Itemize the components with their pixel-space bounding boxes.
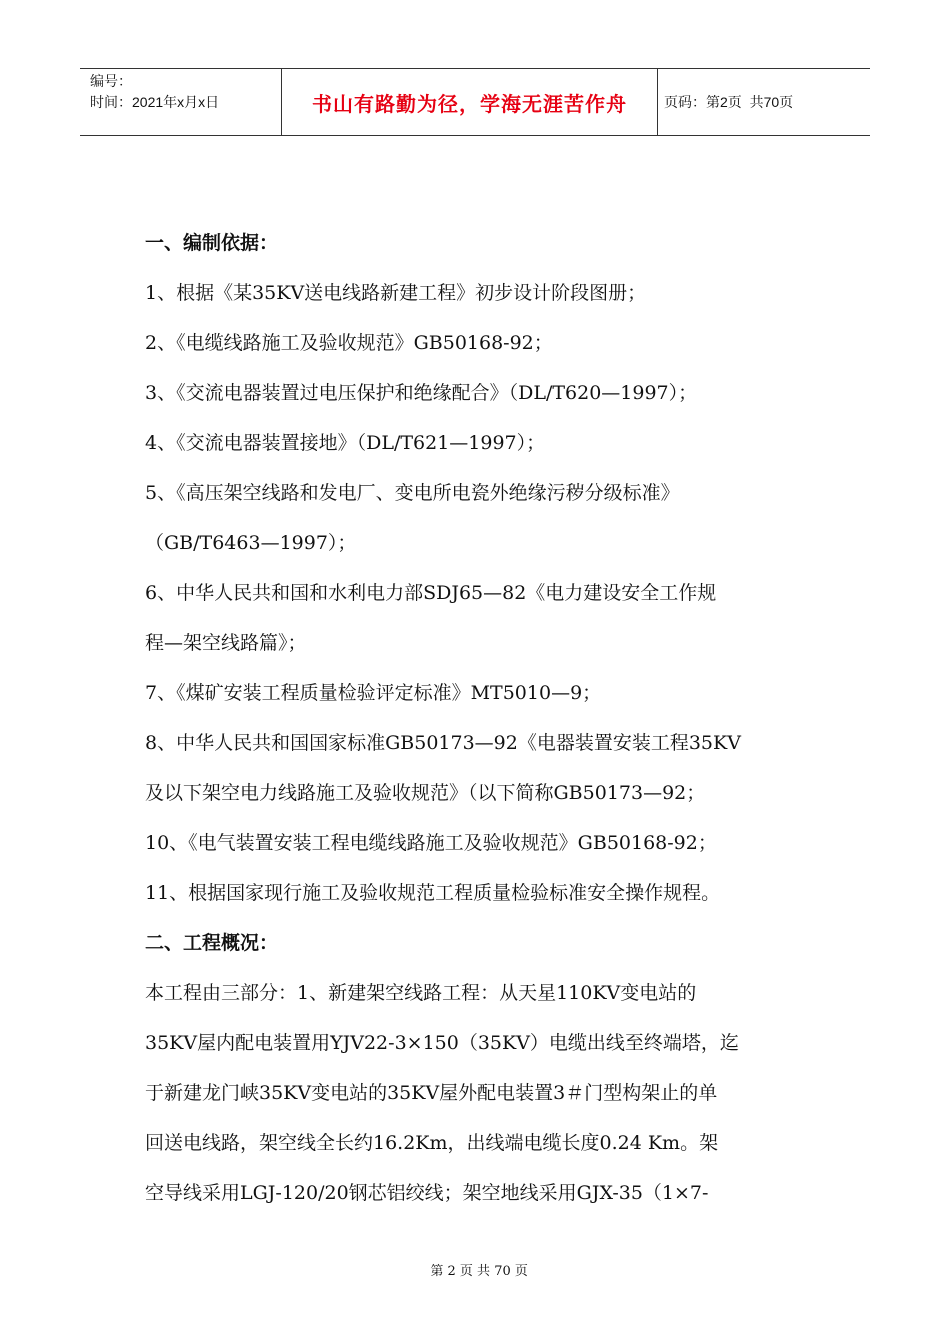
basis-item-1: 1、根据《某35KV送电线路新建工程》初步设计阶段图册； xyxy=(145,282,647,304)
footer-page-number: 第 2 页 共 70 页 xyxy=(430,1264,528,1279)
overview-line-5: 空导线采用LGJ-120/20钢芯铝绞线；架空地线采用GJX-35（1×7- xyxy=(145,1182,709,1204)
section-heading-overview: 二、工程概况： xyxy=(145,932,279,954)
basis-item-6-line1: 6、中华人民共和国和水利电力部SDJ65—82《电力建设安全工作规 xyxy=(145,582,717,604)
document-body xyxy=(145,218,813,1218)
overview-line-4: 回送电线路，架空线全长约16.2Km，出线端电缆长度0.24 Km。架 xyxy=(145,1132,719,1154)
section-heading-basis: 一、编制依据： xyxy=(145,232,279,254)
overview-line-1: 本工程由三部分：1、新建架空线路工程：从天星110KV变电站的 xyxy=(145,982,697,1004)
basis-item-4: 4、《交流电器装置接地》（DL/T621—1997）； xyxy=(145,432,546,454)
time-label: 时间：2021年x月x日 xyxy=(90,94,220,110)
basis-item-7: 7、《煤矿安装工程质量检验评定标准》MT5010—9； xyxy=(145,682,602,704)
basis-item-5-line1: 5、《高压架空线路和发电厂、变电所电瓷外绝缘污秽分级标准》 xyxy=(145,482,680,504)
basis-item-2: 2、《电缆线路施工及验收规范》GB50168-92； xyxy=(145,332,553,354)
page-info: 页码：第2页 共70页 xyxy=(664,94,794,110)
page-footer xyxy=(0,1245,950,1279)
overview-line-3: 于新建龙门峡35KV变电站的35KV屋外配电装置3＃门型构架止的单 xyxy=(145,1082,718,1104)
basis-item-11: 11、根据国家现行施工及验收规范工程质量检验标准安全操作规程。 xyxy=(145,882,721,904)
overview-line-2: 35KV屋内配电装置用YJV22-3×150（35KV）电缆出线至终端塔，迄 xyxy=(145,1032,739,1054)
header-motto-cell xyxy=(282,69,658,135)
basis-item-5-line2: （GB/T6463—1997）； xyxy=(145,532,357,554)
basis-item-8-line2: 及以下架空电力线路施工及验收规范》（以下简称GB50173—92； xyxy=(145,782,706,804)
basis-item-10: 10、《电气装置安装工程电缆线路施工及验收规范》GB50168-92； xyxy=(145,832,717,854)
header-page-cell xyxy=(658,69,870,135)
page-header xyxy=(80,68,870,136)
basis-item-6-line2: 程—架空线路篇》； xyxy=(145,632,307,654)
motto-text: 书山有路勤为径，学海无涯苦作舟 xyxy=(312,93,627,116)
number-label: 编号： xyxy=(90,73,132,89)
basis-item-3: 3、《交流电器装置过电压保护和绝缘配合》（DL/T620—1997）； xyxy=(145,382,698,404)
basis-item-8-line1: 8、中华人民共和国国家标准GB50173—92《电器装置安装工程35KV xyxy=(145,732,741,754)
header-meta-cell xyxy=(80,69,282,135)
